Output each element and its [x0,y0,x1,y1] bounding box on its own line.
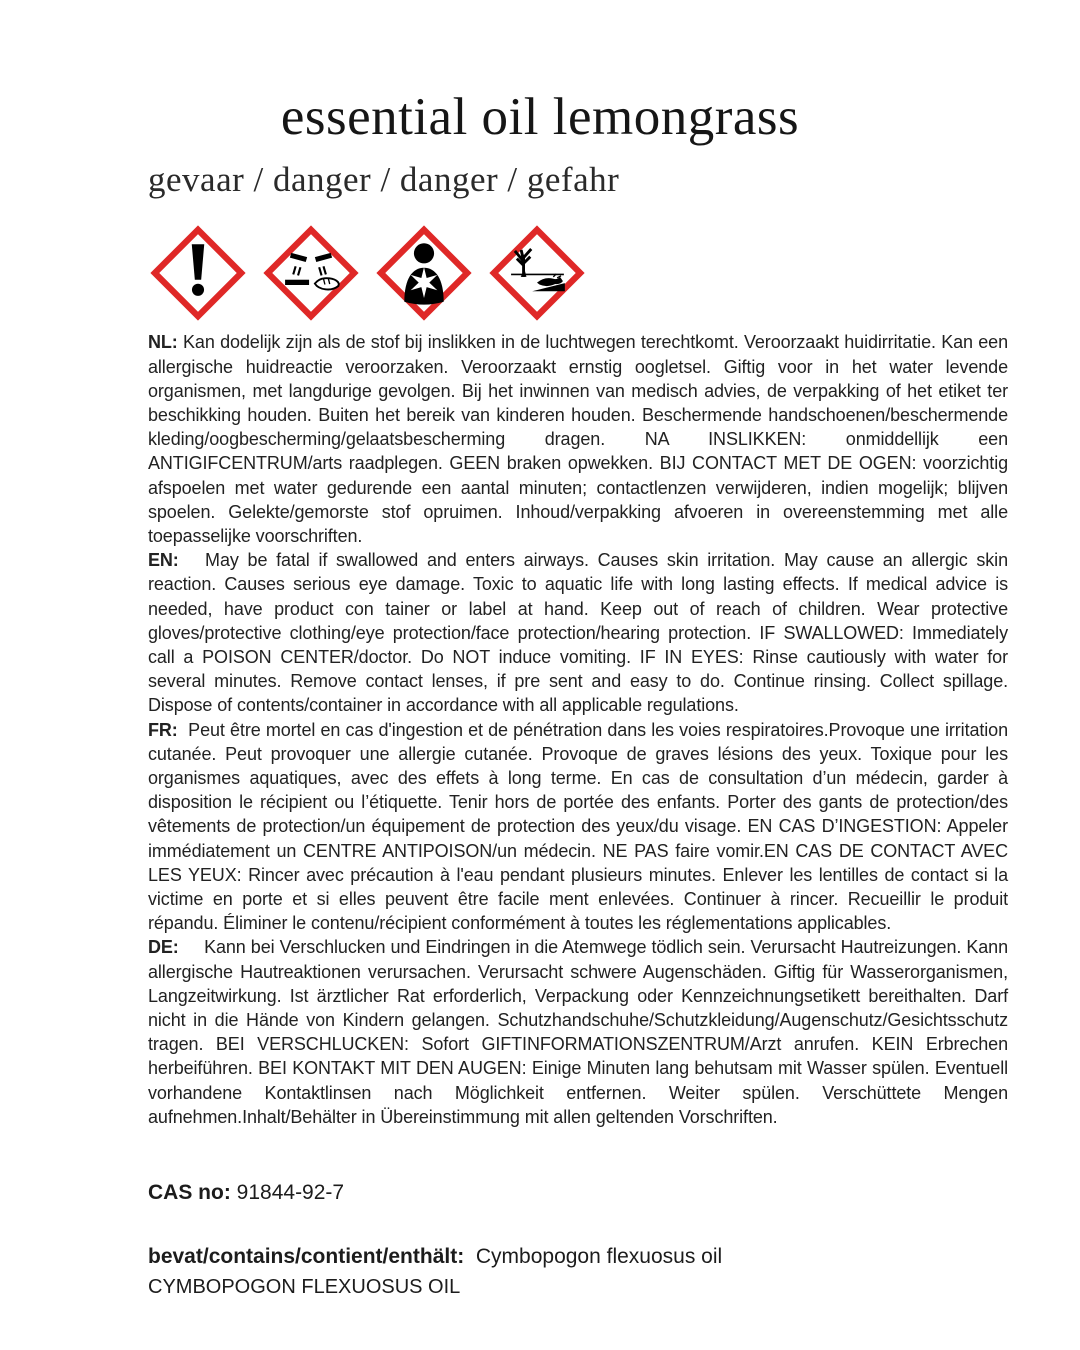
statement-nl [148,330,1008,548]
statement-fr-lang: FR: [148,719,178,740]
contains-line [148,1245,1080,1269]
statement-en [148,548,1008,717]
hazard-statements [148,330,1008,1129]
statement-en-text: May be fatal if swallowed and enters airways. Causes skin irritation. May cause an allergic skin reaction. Causes serious eye damage. Toxic to aquatic life with long lasting effects. If medical advice is needed, have product con tainer or label at hand. Keep out of reach of children. Wear protective gloves/protective clothing/eye protection/face protection/hearing protection. IF SWALLOWED: Immediately call a POISON CENTER/doctor. Do NOT induce vomiting. IF IN EYES: Rinse cautiously with water for several minutes. Remove contact lenses, if pre sent and easy to do. Continue rinsing. Collect spillage. Dispose of contents/container in accordance with all applicable regulations. [148,550,1008,716]
signal-words: gevaar / danger / danger / gefahr [148,160,620,200]
statement-de-text: Kann bei Verschlucken und Eindringen in die Atemwege tödlich sein. Verursacht Hautreizungen. Kann allergische Hautreaktionen verursachen. Verursacht schwere Augenschäden. Giftig für Wasserorganismen, Langzeitwirkung. Ist ärztlicher Rat erforderlich, Verpackung oder Kennzeichnungsetikett bereithalten. Darf nicht in die Hände von Kindern gelangen. Schutzhandschuhe/Schutzkleidung/Augenschutz/Gesichtsschutz tragen. BEI VERSCHLUCKEN: Sofort GIFTINFORMATIONSZENTRUM/Arzt anrufen. KEIN Erbrechen herbeiführen. BEI KONTAKT MIT DEN AUGEN: Einige Minuten lang behutsam mit Wasser spülen. Eventuell vorhandene Kontaktlinsen nach Möglichkeit entfernen. Weiter spülen. Verschüttete Mengen aufnehmen.Inhalt/Behälter in Übereinstimmung mit allen geltenden Vorschriften. [148,937,1008,1127]
statement-nl-text: Kan dodelijk zijn als de stof bij inslikken in de luchtwegen terechtkomt. Veroorzaakt huidirritatie. Kan een allergische huidreactie veroorzaken. Veroorzaakt ernstig oogletsel. Giftig voor in het water levende organismen, met langdurige gevolgen. Bij het inwinnen van medisch advies, de verpakking of het etiket ter beschikking houden. Buiten het bereik van kinderen houden. Beschermende handschoenen/beschermende kleding/oogbescherming/gelaatsbescherming dragen. NA INSLIKKEN: onmiddellijk een ANTIGIFCENTRUM/arts raadplegen. GEEN braken opwekken. BIJ CONTACT MET DE OGEN: voorzichtig afspoelen met water gedurende een aantal minuten; contactlenzen verwijderen, indien mogelijk; blijven spoelen. Gelekte/gemorste stof opruimen. Inhoud/verpakking afvoeren in overeenstemming met alle toepasselijke voorschriften. [148,332,1008,546]
statement-de [148,935,1008,1129]
statement-de-lang: DE: [148,937,179,958]
statement-en-lang: EN: [148,550,179,571]
statement-fr [148,718,1008,936]
page-title: essential oil lemongrass [280,88,800,146]
health-hazard-icon [376,225,472,321]
cas-number [148,1181,1080,1205]
inci-name: CYMBOPOGON FLEXUOSUS OIL [148,1276,461,1298]
statement-fr-text: Peut être mortel en cas d'ingestion et de pénétration dans les voies respiratoires.Provoque une irritation cutanée. Peut provoquer une allergie cutanée. Provoque de graves lésions des yeux. Toxique pour les organismes aquatiques, avec des effets à long terme. En cas de consultation d’un médecin, garder à disposition le récipient ou l’étiquette. Tenir hors de portée des enfants. Porter des gants de protection/des vêtements de protection/un équipement de protection des yeux/du visage. EN CAS D’INGESTION: Appeler immédiatement un CENTRE ANTIPOISON/un médecin. NE PAS faire vomir.EN CAS DE CONTACT AVEC LES YEUX: Rincer avec précaution à l'eau pendant plusieurs minutes. Enlever les lentilles de contact si la victime en porte et si elles peuvent être facile ment enlevées. Continuer à rincer. Recueillir le produit répandu. Éliminer le contenu/récipient conformément à toutes les réglementations applicables. [148,719,1008,934]
environment-hazard-icon [489,225,585,321]
cas-label: CAS no: [148,1181,231,1204]
exclamation-mark-hazard-icon [150,225,246,321]
corrosion-hazard-icon [263,225,359,321]
statement-nl-lang: NL: [148,332,178,353]
contains-label: bevat/contains/contient/enthält: [148,1245,465,1268]
ghs-pictogram-row [150,225,1080,321]
contains-value: Cymbopogon flexuosus oil [470,1245,723,1268]
cas-value: 91844-92-7 [236,1181,345,1204]
